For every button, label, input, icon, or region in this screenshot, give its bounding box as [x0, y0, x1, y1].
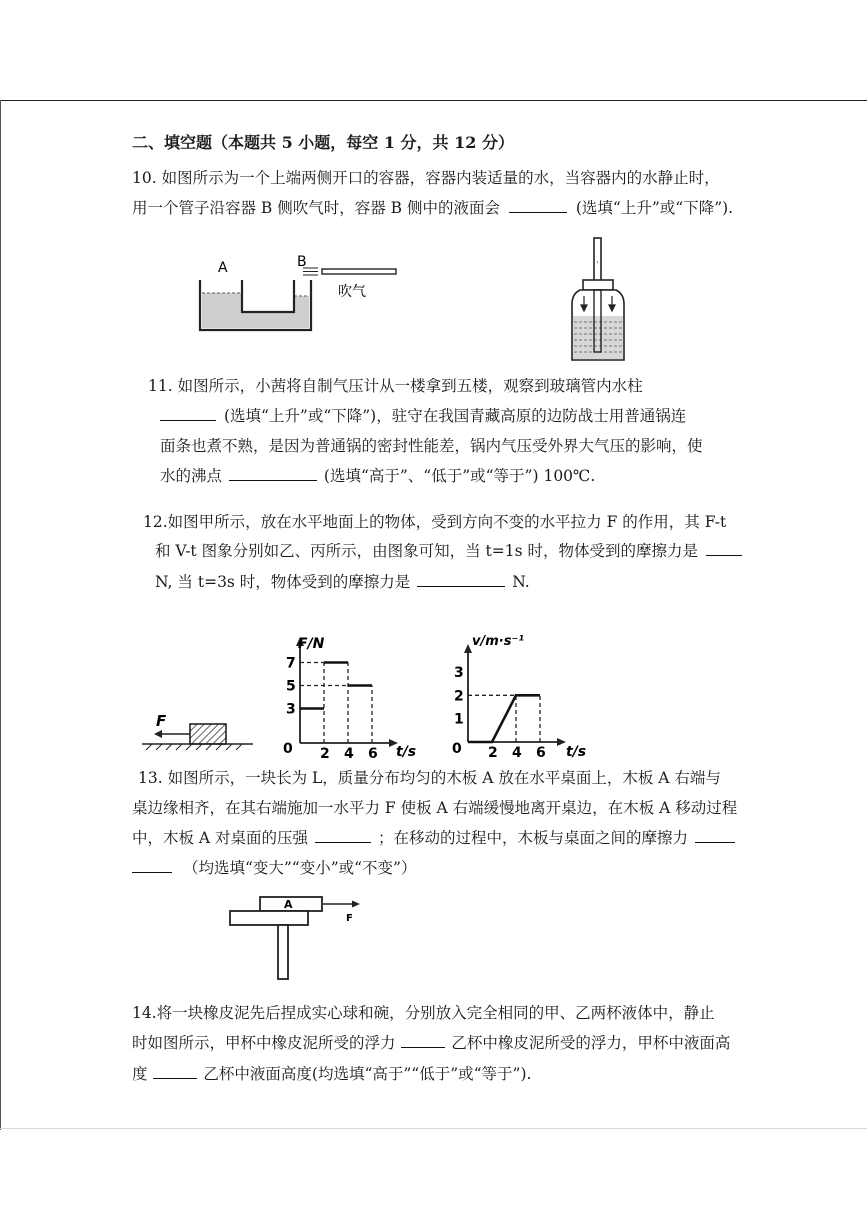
q10-blow-tube	[322, 269, 396, 274]
ft-xtick-label: 4	[344, 746, 354, 762]
vt-ytick-label: 3	[454, 665, 464, 681]
q10-water-bottom	[242, 312, 294, 328]
q13-board-figure	[228, 893, 368, 983]
q11-text-line2-body: (选填“上升”或“下降”)，驻守在我国青藏高原的边防战士用普通锅连	[223, 407, 687, 425]
page-left-border	[0, 100, 1, 1130]
ft-origin-label: 0	[283, 741, 293, 757]
vt-xtick-label: 2	[488, 745, 498, 761]
q14-text-line3	[132, 1064, 531, 1084]
q13-text-line2: 桌边缘相齐，在其右端施加一水平力 F 使板 A 右端缓慢地离开桌边，在木板 A 移动过程	[132, 799, 738, 817]
q14-text-line2b: 乙杯中橡皮泥所受的浮力，甲杯中液面高	[451, 1034, 731, 1052]
q10-water-left	[202, 293, 242, 328]
q10-label-b: B	[297, 254, 307, 270]
vt-origin-label: 0	[452, 741, 462, 757]
q11-text-line4a: 水的沸点	[160, 467, 223, 485]
q13-text-line3a: 中，木板 A 对桌面的压强	[132, 829, 309, 847]
q11-answer-blank-2[interactable]	[229, 466, 317, 481]
q14-text-line3b: 乙杯中液面高度(均选填“高于”“低于”或“等于”).	[203, 1065, 532, 1083]
q13-answer-blank-2a[interactable]	[695, 828, 735, 843]
q12-text-line1: 12.如图甲所示，放在水平地面上的物体，受到方向不变的水平拉力 F 的作用，其 F-t	[143, 513, 727, 531]
q14-text-line2a: 时如图所示，甲杯中橡皮泥所受的浮力	[132, 1034, 396, 1052]
q12-text-line3	[155, 572, 530, 592]
q13-answer-blank-2b[interactable]	[132, 858, 172, 873]
vt-xtick-label: 4	[512, 745, 522, 761]
q12-answer-blank-2[interactable]	[417, 572, 505, 587]
q10-answer-blank[interactable]	[509, 198, 567, 213]
q11-text-line4	[160, 466, 595, 486]
q13-text-line3	[132, 828, 735, 848]
q11-text-line1: 11. 如图所示，小茜将自制气压计从一楼拿到五楼，观察到玻璃管内水柱	[148, 377, 643, 395]
ft-xtick-label: 6	[368, 746, 378, 762]
vt-xtick-label: 6	[536, 745, 546, 761]
q13-label-f: F	[346, 913, 353, 924]
q11-glass-tube	[594, 238, 601, 282]
q14-text-line3a: 度	[132, 1065, 148, 1083]
q10-container-figure	[190, 250, 410, 335]
vt-ytick-label: 2	[454, 688, 464, 705]
q12-vt-graph	[448, 628, 598, 762]
q10-water-right	[294, 296, 309, 328]
q12-text-line2	[155, 541, 742, 561]
q13-text-line4-body: （均选填“变大”“变小”或“不变”）	[182, 859, 417, 877]
q10-label-blow: 吹气	[338, 284, 366, 300]
q12-ft-graph	[278, 632, 428, 762]
q12-block-figure	[138, 712, 258, 762]
q13-text-line4	[132, 858, 416, 878]
q12-text-line3a: N, 当 t=3s 时，物体受到的摩擦力是	[155, 573, 411, 591]
q11-barometer-figure	[568, 238, 632, 364]
ft-xtick-label: 2	[320, 746, 330, 762]
q14-text-line1: 14.将一块橡皮泥先后捏成实心球和碗，分别放入完全相同的甲、乙两杯液体中，静止	[132, 1004, 715, 1022]
q13-answer-blank-1[interactable]	[315, 828, 371, 843]
q11-text-line3: 面条也煮不熟，是因为普通锅的密封性能差，锅内气压受外界大气压的影响，使	[160, 437, 703, 455]
page-top-border	[0, 100, 867, 101]
ft-axis-label-x: t/s	[396, 744, 417, 760]
vt-ytick-label: 1	[454, 711, 464, 728]
q14-answer-blank-2[interactable]	[153, 1064, 197, 1079]
vt-axis-label-y: v/m·s⁻¹	[472, 634, 524, 649]
q11-text-line2	[160, 406, 686, 426]
vt-y-axis-arrow	[464, 644, 472, 653]
q13-table-leg	[278, 925, 288, 979]
ft-ytick-label: 3	[286, 701, 296, 718]
q13-text-line3b: ；在移动的过程中，木板与桌面之间的摩擦力	[377, 829, 688, 847]
q10-text-line1: 10. 如图所示为一个上端两侧开口的容器，容器内装适量的水，当容器内的水静止时，	[132, 169, 720, 187]
q13-table-top	[230, 911, 308, 925]
ft-axis-label-y: F/N	[298, 636, 325, 652]
ft-ytick-label: 7	[286, 655, 296, 672]
q10-text-line2b: (选填“上升”或“下降”).	[575, 199, 734, 217]
q10-label-a: A	[218, 260, 228, 276]
q12-text-line2-body: 和 V-t 图象分别如乙、丙所示，由图象可知，当 t=1s 时，物体受到的摩擦力是	[155, 542, 698, 560]
q10-text-line2a: 用一个管子沿容器 B 侧吹气时，容器 B 侧中的液面会	[132, 199, 500, 217]
vt-x-axis-arrow	[557, 738, 566, 746]
q11-bottle-cap	[583, 280, 613, 290]
vt-series-segment-1	[468, 695, 540, 742]
q14-text-line2	[132, 1033, 730, 1053]
section-title: 二、填空题（本题共 5 小题，每空 1 分，共 12 分）	[132, 133, 514, 152]
q12-block	[190, 724, 226, 744]
q10-text-line2	[132, 198, 733, 218]
page-bottom-border	[0, 1128, 867, 1129]
q12-answer-blank-1[interactable]	[706, 541, 742, 556]
q11-answer-blank-1[interactable]	[160, 406, 216, 421]
q12-text-line3b: N.	[512, 573, 530, 591]
q14-answer-blank-1[interactable]	[401, 1033, 445, 1048]
ft-ytick-label: 5	[286, 678, 296, 695]
q13-text-line1: 13. 如图所示，一块长为 L，质量分布均匀的木板 A 放在水平桌面上，木板 A 右端与	[138, 769, 721, 787]
vt-axis-label-x: t/s	[566, 744, 587, 760]
q12-force-label: F	[156, 712, 167, 730]
q13-label-a: A	[284, 898, 293, 911]
q11-text-line4b: (选填“高于”、“低于”或“等于”) 100℃.	[323, 467, 596, 485]
